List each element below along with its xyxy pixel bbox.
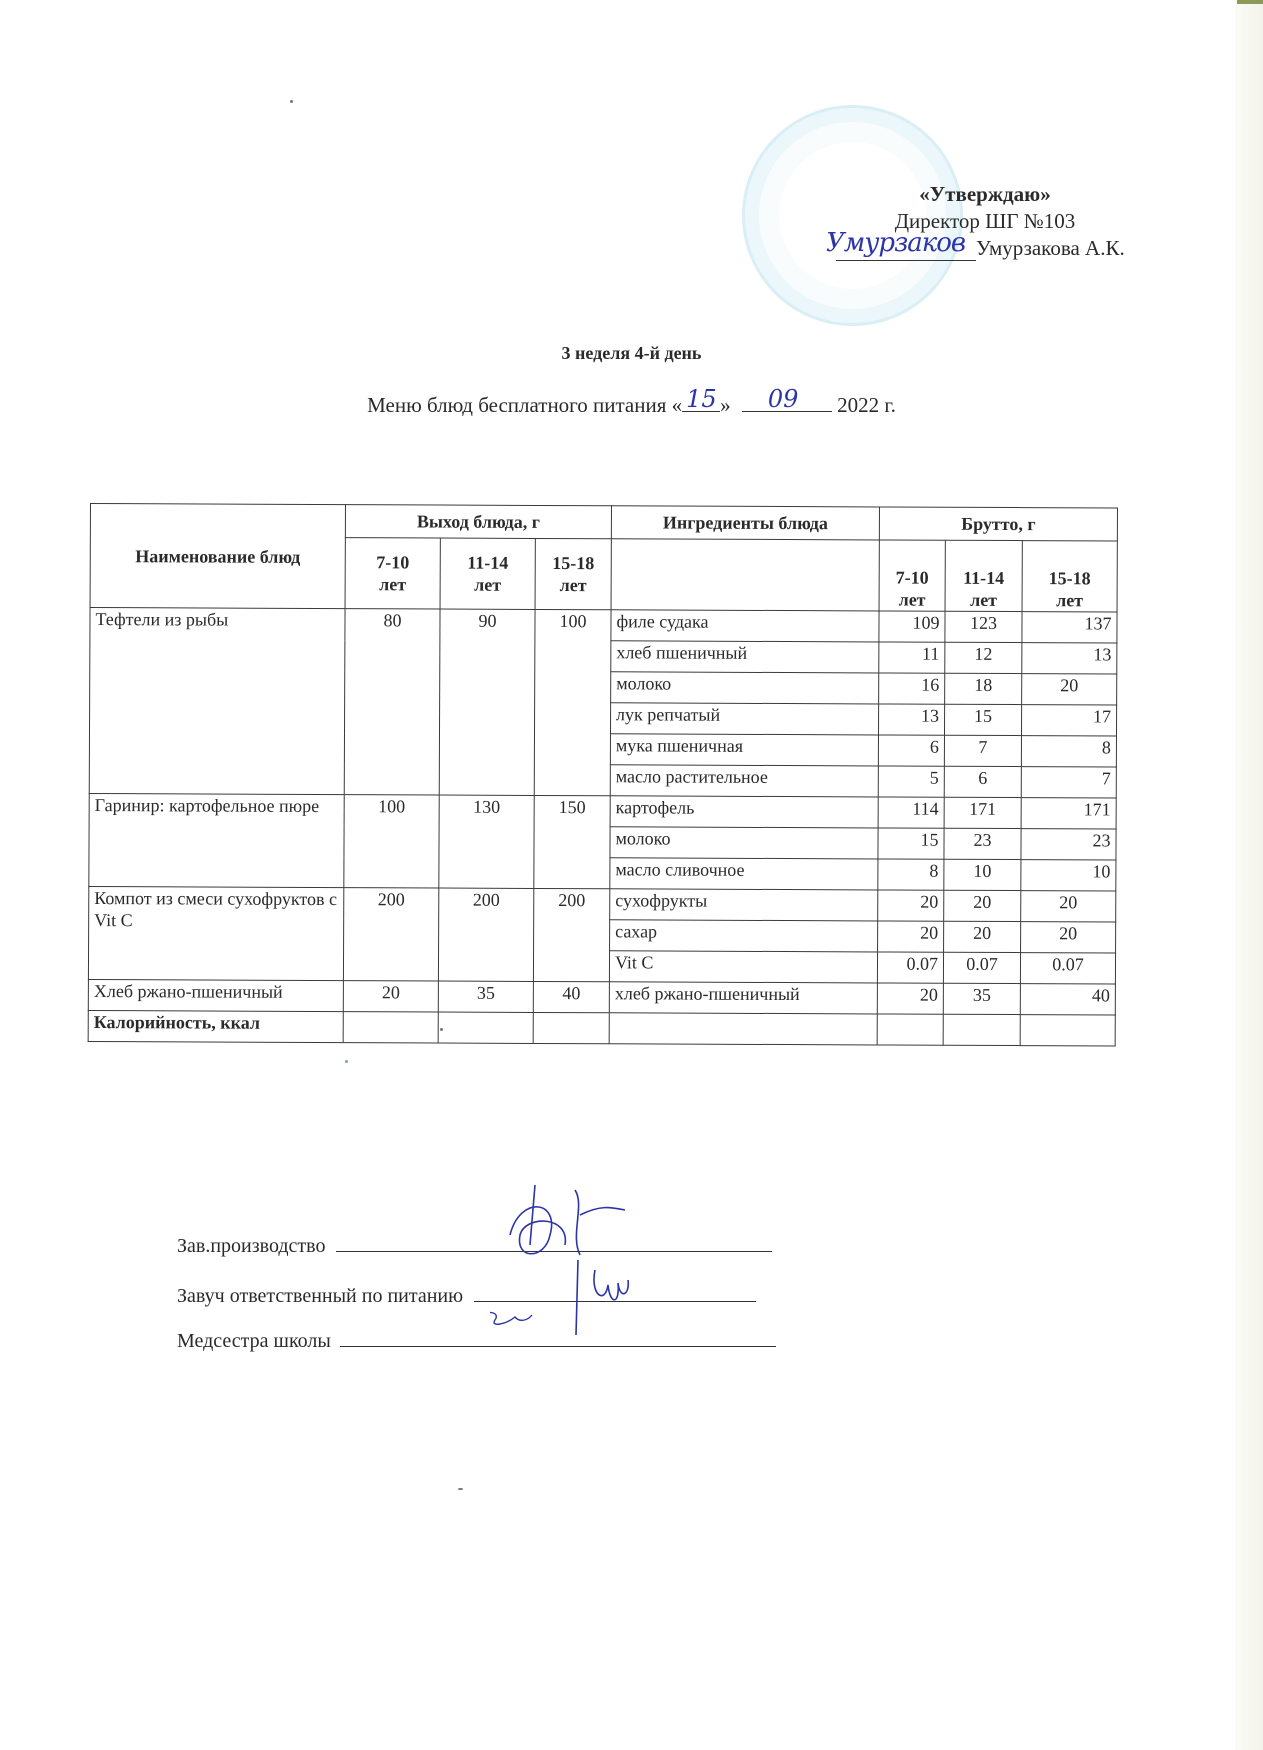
dish-name: Хлеб ржано-пшеничный	[88, 979, 343, 1011]
menu-line-suffix: 2022 г.	[837, 393, 896, 417]
scan-speck	[440, 1028, 443, 1031]
page-edge-tab	[1237, 0, 1263, 4]
calories-cell	[877, 1014, 943, 1045]
ingredient-gross-value: 12	[945, 642, 1022, 673]
ingredient-gross-value: 0.07	[1020, 953, 1115, 984]
ingredient-name: хлеб пшеничный	[611, 641, 879, 673]
dish-name: Тефтели из рыбы	[89, 608, 345, 795]
day-handwritten: 15	[686, 385, 717, 413]
ingredient-name: Vit C	[609, 951, 877, 983]
ingredient-gross-value: 20	[944, 890, 1021, 921]
dish-output-value: 200	[343, 888, 438, 981]
header-gross: Брутто, г	[879, 507, 1117, 541]
ingredient-gross-value: 11	[879, 642, 945, 673]
ingredient-gross-value: 123	[945, 611, 1022, 642]
header-output-age-11-14: 11-14 лет	[440, 538, 535, 609]
calories-cell	[438, 1012, 533, 1043]
ingredient-gross-value: 23	[944, 828, 1021, 859]
table-row	[88, 979, 1115, 1014]
ingredient-gross-value: 17	[1021, 705, 1116, 736]
ingredient-name: мука пшеничная	[610, 734, 878, 766]
ingredient-gross-value: 6	[878, 735, 944, 766]
dish-output-value: 100	[344, 795, 439, 888]
menu-table	[88, 503, 1118, 1046]
signoff-label: Зав.производство	[177, 1235, 326, 1257]
day-field	[682, 385, 720, 413]
dish-name: Гаринир: картофельное пюре	[89, 793, 344, 887]
director-name: Умурзакова А.К.	[976, 236, 1125, 260]
dish-output-value: 130	[439, 795, 534, 888]
ingredient-name: молоко	[611, 672, 879, 704]
ingredient-gross-value: 8	[1021, 736, 1116, 767]
dish-output-value: 100	[534, 609, 611, 795]
ingredient-name: хлеб ржано-пшеничный	[609, 982, 877, 1014]
signature-head-teacher	[576, 1260, 628, 1335]
ingredient-name: масло сливочное	[610, 858, 878, 890]
page-edge	[1235, 0, 1263, 1750]
approval-block	[820, 181, 1150, 208]
ingredient-gross-value: 8	[878, 859, 944, 890]
calories-row	[88, 1010, 1115, 1045]
ingredient-gross-value: 40	[1020, 984, 1115, 1015]
page-heading: 3 неделя 4-й день	[561, 343, 702, 363]
header-gross-age-7-10: 7-10 лет	[879, 540, 945, 611]
ingredient-gross-value: 6	[944, 766, 1021, 797]
menu-line-mid: »	[720, 393, 731, 417]
menu-table-body	[88, 608, 1117, 1015]
signoff-label: Завуч ответственный по питанию	[177, 1285, 464, 1307]
ingredient-gross-value: 15	[878, 828, 944, 859]
approval-title: «Утверждаю»	[919, 182, 1051, 206]
dish-output-value: 80	[344, 609, 440, 795]
calories-cell	[1020, 1015, 1115, 1046]
signature-nurse	[490, 1313, 532, 1325]
ingredient-gross-value: 114	[878, 797, 944, 828]
dish-name: Компот из смеси сухофруктов с Vit C	[88, 886, 343, 980]
approval-signature-line	[826, 228, 1125, 261]
scan-speck	[345, 1060, 348, 1063]
ingredient-gross-value: 18	[945, 673, 1022, 704]
ingredient-gross-value: 20	[877, 983, 943, 1014]
ingredient-gross-value: 13	[878, 704, 944, 735]
ingredient-gross-value: 23	[1021, 829, 1116, 860]
approval-role: Директор ШГ №103	[894, 209, 1076, 233]
calories-label: Калорийность, ккал	[88, 1010, 343, 1042]
scan-speck	[458, 1488, 463, 1490]
signature-production	[510, 1185, 625, 1255]
ingredient-name: сухофрукты	[610, 889, 878, 921]
signoff-nurse	[177, 1330, 776, 1353]
month-field	[742, 385, 832, 413]
dish-output-value: 20	[343, 981, 438, 1012]
ingredient-gross-value: 0.07	[943, 952, 1020, 983]
header-gross-age-15-18: 15-18 лет	[1022, 541, 1117, 612]
header-output-age-15-18: 15-18 лет	[535, 538, 611, 609]
ingredient-name: филе судака	[611, 610, 879, 642]
calories-cell	[533, 1012, 609, 1043]
ingredient-gross-value: 7	[944, 735, 1021, 766]
ingredient-gross-value: 20	[1021, 922, 1116, 953]
ingredient-name: молоко	[610, 827, 878, 859]
month-handwritten: 09	[767, 385, 799, 413]
table-row	[89, 886, 1116, 921]
header-ingredients: Ингредиенты блюда	[611, 506, 879, 540]
calories-cell	[343, 1012, 438, 1043]
ingredient-gross-value: 137	[1022, 612, 1117, 643]
ingredient-name: лук репчатый	[610, 703, 878, 735]
ingredient-gross-value: 20	[878, 921, 944, 952]
ingredient-gross-value: 10	[944, 859, 1021, 890]
dish-output-value: 40	[533, 981, 609, 1012]
ingredient-gross-value: 0.07	[877, 952, 943, 983]
ingredient-gross-value: 35	[943, 983, 1020, 1014]
ingredient-gross-value: 7	[1021, 767, 1116, 798]
director-signature-field	[826, 228, 976, 261]
ingredient-gross-value: 20	[1022, 674, 1117, 705]
ingredient-gross-value: 20	[1021, 891, 1116, 922]
ingredient-gross-value: 171	[944, 797, 1021, 828]
handwritten-signatures	[490, 1175, 670, 1375]
dish-output-value: 200	[438, 888, 533, 981]
ingredient-gross-value: 10	[1021, 860, 1116, 891]
menu-date-line	[0, 385, 1263, 418]
ingredient-name: масло растительное	[610, 765, 878, 797]
header-output-age-7-10: 7-10 лет	[345, 538, 440, 609]
dish-output-value: 200	[533, 888, 609, 981]
signoff-label: Медсестра школы	[177, 1330, 331, 1352]
dish-output-value: 35	[438, 981, 533, 1012]
ingredient-name: сахар	[610, 920, 878, 952]
calories-cell	[609, 1013, 877, 1045]
ingredient-gross-value: 16	[879, 673, 945, 704]
ingredient-gross-value: 20	[878, 890, 944, 921]
calories-cell	[943, 1014, 1020, 1045]
header-gross-age-11-14: 11-14 лет	[945, 540, 1022, 611]
dish-output-value: 90	[439, 609, 535, 795]
header-output: Выход блюда, г	[345, 505, 611, 539]
menu-line-prefix: Меню блюд бесплатного питания «	[367, 393, 683, 417]
ingredient-gross-value: 20	[944, 921, 1021, 952]
director-signature: Умурзаков	[826, 228, 966, 258]
ingredient-gross-value: 13	[1022, 643, 1117, 674]
ingredient-gross-value: 5	[878, 766, 944, 797]
ingredient-gross-value: 15	[944, 704, 1021, 735]
header-ingredients-blank	[611, 539, 879, 611]
ingredient-gross-value: 109	[879, 611, 945, 642]
scan-speck	[290, 100, 293, 103]
dish-output-value: 150	[534, 795, 610, 888]
ingredient-name: картофель	[610, 796, 878, 828]
signoff-production	[177, 1235, 772, 1258]
ingredient-gross-value: 171	[1021, 798, 1116, 829]
header-dish-name: Наименование блюд	[90, 504, 345, 609]
table-row	[90, 608, 1117, 643]
table-row	[89, 793, 1116, 828]
